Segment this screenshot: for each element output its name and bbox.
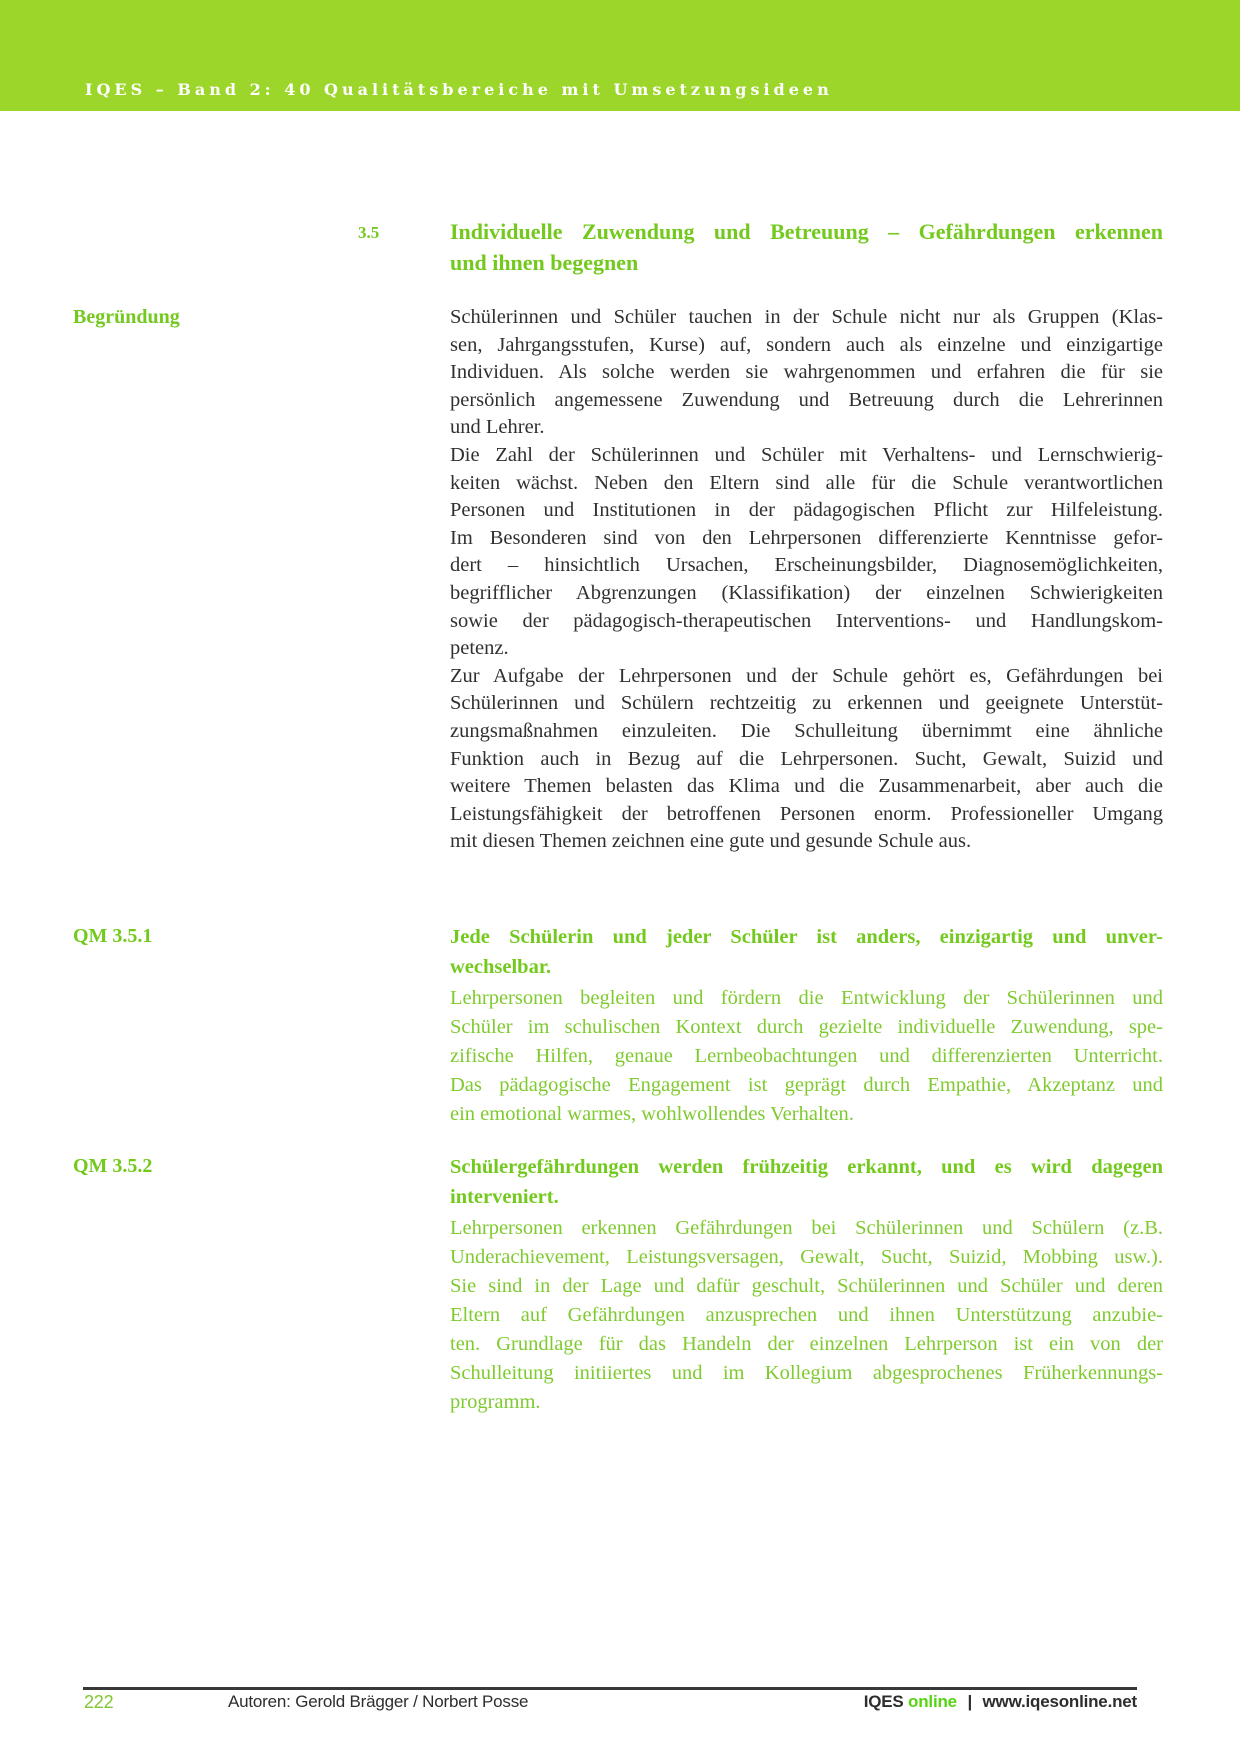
document-title: IQES – Band 2: 40 Qualitätsbereiche mit Umsetzungsideen xyxy=(85,80,833,99)
paragraph: Die Zahl der Schülerinnen und Schüler mit Verhaltens- und Lernschwierig- keiten wächst. Neben den Eltern sind alle für die Schule verantwortlichen Personen und Institutionen in der pädagogischen Pflicht zur Hilfeleistung. Im Besonderen sind von den Lehrpersonen differenzierte Kenntnisse gefor- dert – hinsichtlich Ursachen, Erscheinungsbilder, Diagnosemöglichkeiten, begrifflicher Abgrenzungen (Klassifikation) der einzelnen Schwierigkeiten sowie der pädagogisch-therapeutischen Interventions- und Handlungskom- petenz. xyxy=(450,443,1163,660)
footer-brand xyxy=(864,1692,1137,1712)
footer-brand-name: IQES xyxy=(863,1692,904,1711)
begruendung-text xyxy=(450,304,1163,856)
label-qm-3-5-1: QM 3.5.1 xyxy=(73,925,153,947)
label-qm-3-5-2: QM 3.5.2 xyxy=(73,1155,153,1177)
qm-3-5-1-statement: Jede Schülerin und jeder Schüler ist anders, einzigartig und unver- wechselbar. xyxy=(450,926,1163,978)
section-number: 3.5 xyxy=(358,223,380,242)
section-title: Individuelle Zuwendung und Betreuung – Gefährdungen erkennen und ihnen begegnen xyxy=(450,219,1163,275)
qm-3-5-2-text: Lehrpersonen erkennen Gefährdungen bei Schülerinnen und Schülern (z.B. Underachievement, Leistungsversagen, Gewalt, Sucht, Suizid, Mobbing usw.). Sie sind in der Lage und dafür geschult, Schülerinnen und Schüler und deren Eltern auf Gefährdungen anzusprechen und ihnen Unterstützung anzubie- ten. Grundlage für das Handeln der einzelnen Lehrperson ist ein von der Schulleitung initiiertes und im Kollegium abgesprochenes Früherkennungs- programm. xyxy=(450,1217,1163,1413)
qm-3-5-1-text: Lehrpersonen begleiten und fördern die Entwicklung der Schülerinnen und Schüler im schulischen Kontext durch gezielte individuelle Zuwendung, spe- zifische Hilfen, genaue Lernbeobachtungen und differenzierten Unterricht. Das pädagogische Engagement ist geprägt durch Empathie, Akzeptanz und ein emotional warmes, wohlwollendes Verhalten. xyxy=(450,987,1163,1125)
footer-separator: | xyxy=(967,1692,972,1711)
footer-divider xyxy=(83,1687,1137,1690)
header-bar xyxy=(0,0,1240,111)
footer-brand-online: online xyxy=(908,1692,957,1711)
footer-url: www.iqesonline.net xyxy=(982,1692,1137,1711)
paragraph: Schülerinnen und Schüler tauchen in der Schule nicht nur als Gruppen (Klas- sen, Jahrgangsstufen, Kurse) auf, sondern auch als einzelne und einzigartige Individuen. Als solche werden sie wahrgenommen und erfahren die für sie persönlich angemessene Zuwendung und Betreuung durch die Lehrerinnen und Lehrer. xyxy=(450,306,1163,439)
paragraph: Zur Aufgabe der Lehrpersonen und der Schule gehört es, Gefährdungen bei Schülerinnen und Schülern rechtzeitig zu erkennen und geeignete Unterstüt- zungsmaßnahmen einzuleiten. Die Schulleitung übernimmt eine ähnliche Funktion auch in Bezug auf die Lehrpersonen. Sucht, Gewalt, Suizid und weitere Themen belasten das Klima und die Zusammenarbeit, aber auch die Leistungsfähigkeit der betroffenen Personen enorm. Professioneller Umgang mit diesen Themen zeichnen eine gute und gesunde Schule aus. xyxy=(450,664,1163,853)
page-number: 222 xyxy=(84,1692,114,1712)
label-begruendung: Begründung xyxy=(73,306,180,328)
qm-3-5-2-statement: Schülergefährdungen werden frühzeitig erkannt, und es wird dagegen interveniert. xyxy=(450,1156,1163,1208)
footer-authors: Autoren: Gerold Brägger / Norbert Posse xyxy=(228,1692,529,1711)
